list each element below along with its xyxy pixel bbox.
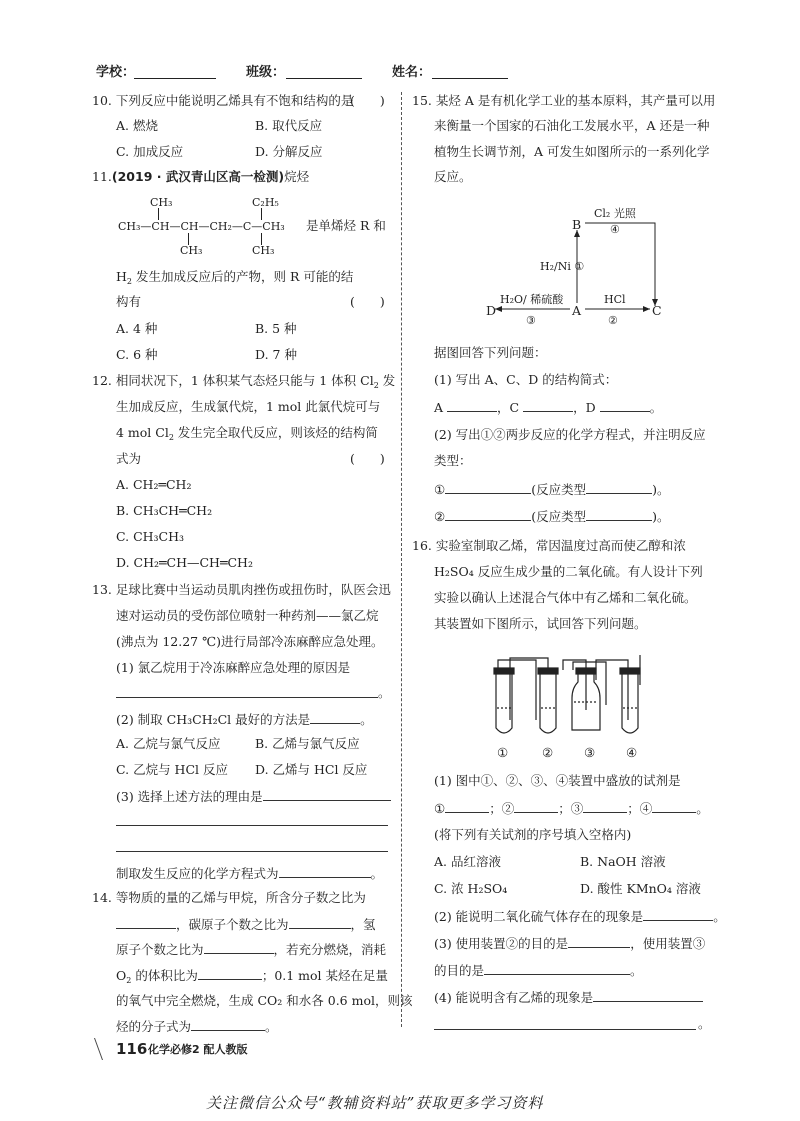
q16-blank[interactable]: [568, 934, 630, 948]
q13-blank[interactable]: [310, 710, 360, 724]
q15-line9: 类型：: [434, 453, 472, 468]
q13-option-a: A. 乙烷与氯气反应: [116, 736, 221, 751]
q15-label-c4: ④: [610, 223, 620, 236]
q14-blank[interactable]: [289, 915, 351, 929]
q16-apparatus: [488, 650, 658, 750]
q15-line1: 15. 某烃 A 是有机化学工业的基本原料，其产量可以用: [412, 93, 716, 108]
q15-label-hcl: HCl: [604, 293, 626, 306]
q13-line5-end: 。: [378, 685, 391, 700]
q13-blank[interactable]: [279, 864, 371, 878]
q13-line4: (1) 氯乙烷用于冷冻麻醉应急处理的原因是: [116, 660, 351, 675]
q16-line7: (将下列有关试剂的序号填入空格内): [434, 827, 632, 842]
q13-answer-blank[interactable]: [116, 825, 388, 826]
q10-option-a: A. 燃烧: [116, 118, 158, 133]
q15-blank-a[interactable]: [447, 398, 497, 412]
q11-option-d: D. 7 种: [255, 347, 297, 362]
q13-line6: (2) 制取 CH₃CH₂Cl 最好的方法是 。: [116, 712, 373, 727]
q12-option-c: C. CH₃CH₃: [116, 529, 185, 544]
q12-line2: 生加成反应，生成氯代烷，1 mol 此氯代烷可与: [116, 399, 381, 414]
q16-blank[interactable]: [643, 907, 713, 921]
q14-blank[interactable]: [198, 966, 262, 980]
q15-blank-type1[interactable]: [586, 480, 652, 494]
q16-blank[interactable]: [484, 961, 630, 975]
q16-label-1: ①: [497, 745, 509, 760]
q11-option-c: C. 6 种: [116, 347, 158, 362]
q16-label-4: ④: [626, 745, 638, 760]
q16-line1: 16. 实验室制取乙烯，常因温度过高而使乙醇和浓: [412, 538, 686, 553]
q16-line5: (1) 图中①、②、③、④装置中盛放的试剂是: [434, 773, 681, 788]
q13-blank[interactable]: [263, 787, 391, 801]
q11-line3: 构有: [116, 294, 142, 309]
q15-line3: 植物生长调节剂，A 可发生如图所示的一系列化学: [434, 144, 710, 159]
q15-label-h2ni: H₂/Ni ①: [540, 260, 585, 273]
column-divider: [401, 92, 402, 1027]
q15-blank-type2[interactable]: [586, 507, 652, 521]
q15-blank-eq2[interactable]: [445, 507, 531, 521]
q14-line3: 原子个数之比为 ，若充分燃烧，消耗: [116, 942, 387, 957]
q11-option-a: A. 4 种: [116, 321, 158, 336]
q11-line2: $H_2$ 发生加成反应后的产物，则 R 可能的结: [116, 269, 354, 286]
q16-line3: 实验以确认上述混合气体中有乙烯和二氧化硫。: [434, 590, 697, 605]
q14-line2: ，碳原子个数之比为 ，氢: [116, 915, 376, 934]
q15-label-h2o: H₂O/ 稀硫酸: [500, 293, 564, 306]
q15-node-a: A: [572, 303, 582, 318]
q16-option-b: B. NaOH 溶液: [580, 854, 666, 869]
class-label: 班级：: [246, 65, 286, 80]
q15-blank-d[interactable]: [600, 398, 650, 412]
q13-option-b: B. 乙烯与氯气反应: [255, 736, 360, 751]
q15-node-d: D: [486, 303, 497, 318]
q12-line4: 式为: [116, 451, 142, 466]
q15-line11: ② (反应类型 )。: [434, 509, 670, 524]
class-field[interactable]: [286, 78, 362, 79]
q10-option-c: C. 加成反应: [116, 144, 184, 159]
book-title: 化学必修2 配人教版: [148, 1043, 248, 1056]
q10-option-d: D. 分解反应: [255, 144, 323, 159]
name-field[interactable]: [432, 78, 508, 79]
q10-paren: ( ): [350, 93, 385, 108]
q15-line6: (1) 写出 A、C、D 的结构简式：: [434, 372, 618, 387]
q12-option-a: A. CH₂═CH₂: [116, 477, 192, 492]
q12-line1: 12. 相同状况下，1 体积某气态烃只能与 1 体积 $Cl_2$ 发: [92, 373, 396, 390]
q13-answer-blank[interactable]: [116, 697, 378, 698]
q11-struct-bot1: CH₃: [180, 244, 203, 257]
q14-line1: 14. 等物质的量的乙烯与甲烷，所含分子数之比为: [92, 890, 366, 905]
q14-blank[interactable]: [116, 915, 176, 929]
q16-line10: (2) 能说明二氧化硫气体存在的现象是 。: [434, 909, 726, 924]
q15-label-c3: ③: [526, 314, 536, 327]
q16-answer-blank[interactable]: [434, 1029, 696, 1030]
q16-line14-end: 。: [698, 1016, 711, 1031]
q13-answer-blank[interactable]: [116, 851, 388, 852]
q10-option-b: B. 取代反应: [255, 118, 323, 133]
q15-line2: 来衡量一个国家的石油化工发展水平，A 还是一种: [434, 118, 710, 133]
q14-blank[interactable]: [204, 940, 274, 954]
q13-line9: (3) 选择上述方法的理由是: [116, 787, 391, 806]
q16-line6: ① ；② ；③ ；④ 。: [434, 801, 709, 816]
q15-label-cl2: Cl₂ 光照: [594, 207, 636, 220]
q15-line10: ① (反应类型 )。: [434, 482, 670, 497]
q14-line4: $O_2$ 的体积比为 ；0.1 mol 某烃在足量: [116, 968, 389, 985]
q13-line1: 13. 足球比赛中当运动员肌肉挫伤或扭伤时，队医会迅: [92, 582, 391, 597]
q16-line11: (3) 使用装置②的目的是 ，使用装置③: [434, 936, 706, 951]
q16-line4: 其装置如下图所示，试回答下列问题。: [434, 616, 647, 631]
q13-option-c: C. 乙烷与 HCl 反应: [116, 762, 228, 777]
q12-paren: ( ): [350, 451, 385, 466]
school-label: 学校：: [96, 65, 136, 80]
q16-blank-4[interactable]: [652, 799, 696, 813]
q16-label-2: ②: [542, 745, 554, 760]
q13-line2: 速对运动员的受伤部位喷射一种药剂——氯乙烷: [116, 608, 379, 623]
q11-struct-top1: CH₃: [150, 196, 173, 209]
test-tube-2: [540, 672, 556, 733]
q15-blank-eq1[interactable]: [445, 480, 531, 494]
q15-label-c2: ②: [608, 314, 618, 327]
q12-option-b: B. CH₃CH═CH₂: [116, 503, 213, 518]
name-label: 姓名：: [392, 65, 432, 80]
q13-option-d: D. 乙烯与 HCl 反应: [255, 762, 368, 777]
q13-line12: 制取发生反应的化学方程式为 。: [116, 866, 384, 881]
page-number: 116: [116, 1040, 148, 1058]
q16-blank-3[interactable]: [583, 799, 627, 813]
q11-option-b: B. 5 种: [255, 321, 297, 336]
q16-line13: (4) 能说明含有乙烯的现象是: [434, 988, 703, 1007]
q15-line4: 反应。: [434, 169, 472, 184]
q14-line5: 的氧气中完全燃烧，生成 CO₂ 和水各 0.6 mol，则该: [116, 993, 413, 1008]
q11-struct-top2: C₂H₅: [252, 196, 279, 209]
q16-blank[interactable]: [593, 988, 703, 1002]
q16-label-3: ③: [584, 745, 596, 760]
q16-blank-1[interactable]: [445, 799, 489, 813]
test-tube-4: [622, 672, 638, 733]
q16-blank-2[interactable]: [514, 799, 558, 813]
q11-struct-after: 是单烯烃 R 和: [306, 218, 386, 233]
q14-line6: 烃的分子式为 。: [116, 1019, 278, 1034]
q16-line2: H₂SO₄ 反应生成少量的二氧化硫。有人设计下列: [434, 564, 703, 579]
q14-blank[interactable]: [191, 1017, 265, 1031]
q16-option-d: D. 酸性 KMnO₄ 溶液: [580, 881, 701, 896]
q13-line3: (沸点为 12.27 ℃)进行局部冷冻麻醉应急处理。: [116, 634, 384, 649]
q11-struct-main: CH₃—CH—CH—CH₂—C—CH₃: [118, 220, 285, 233]
q12-line3: 4 mol $Cl_2$ 发生完全取代反应，则该烃的结构简: [116, 425, 378, 442]
q11-paren: ( ): [350, 294, 385, 309]
q10-stem: 10. 下列反应中能说明乙烯具有不饱和结构的是: [92, 93, 354, 108]
school-field[interactable]: [134, 78, 216, 79]
q15-line5: 据图回答下列问题：: [434, 345, 547, 360]
q15-node-c: C: [652, 303, 662, 318]
footer-note: 关注微信公众号“教辅资料站”获取更多学习资料: [206, 1094, 544, 1112]
q16-option-a: A. 品红溶液: [434, 854, 501, 869]
footer-bracket: [94, 1038, 115, 1060]
q15-line8: (2) 写出①②两步反应的化学方程式，并注明反应: [434, 427, 706, 442]
q11-stem: 11.(2019 · 武汉青山区高一检测)烷烃: [92, 169, 310, 184]
q15-blank-c[interactable]: [523, 398, 573, 412]
q15-line7: A ，C ，D 。: [434, 400, 663, 415]
q12-option-d: D. CH₂═CH—CH═CH₂: [116, 555, 253, 570]
q11-struct-bot2: CH₃: [252, 244, 275, 257]
q16-line12: 的目的是 。: [434, 963, 643, 978]
q15-node-b: B: [572, 217, 582, 232]
q16-option-c: C. 浓 H₂SO₄: [434, 881, 508, 896]
